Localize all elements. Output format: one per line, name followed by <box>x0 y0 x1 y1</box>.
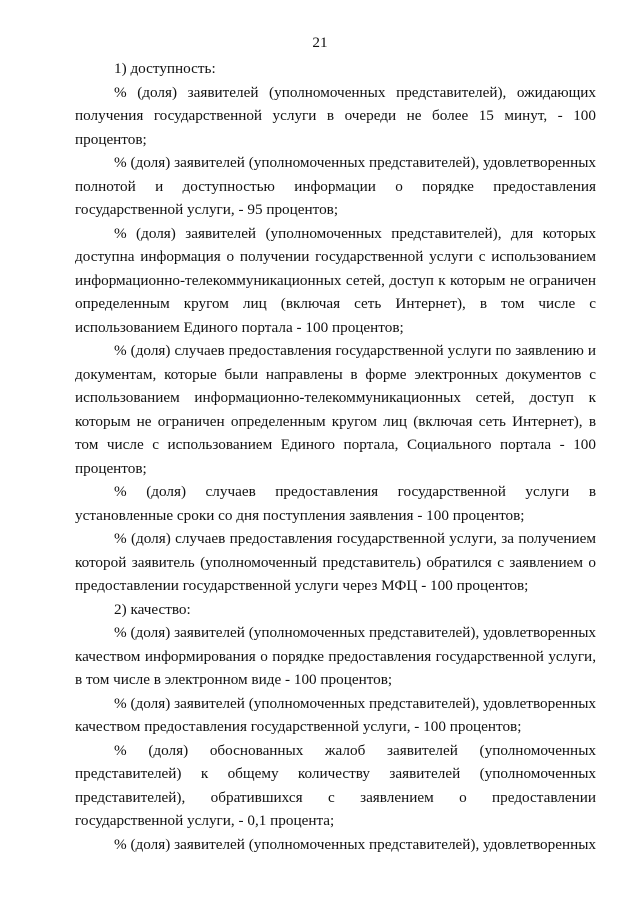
paragraph-line: % (доля) заявителей (уполномоченных представителей), удовлетворенных <box>114 835 596 853</box>
document-body <box>75 57 596 856</box>
paragraph <box>75 339 596 480</box>
paragraph <box>75 480 596 527</box>
paragraph-line: процентов; <box>75 130 147 148</box>
paragraph-line: использованием Единого портала - 100 процентов; <box>75 318 404 336</box>
paragraph <box>75 151 596 222</box>
paragraph-line: % (доля) обоснованных жалоб заявителей (уполномоченных <box>114 741 596 759</box>
paragraph-line: использованием информационно-телекоммуникационных сетей, доступ к <box>75 389 596 406</box>
paragraph-line: % (доля) заявителей (уполномоченных представителей), ожидающих <box>114 83 596 101</box>
paragraph-line: представителей) к общему количеству заявителей (уполномоченных <box>75 765 596 782</box>
paragraph-line: установленные сроки со дня поступления заявления - 100 процентов; <box>75 506 525 524</box>
paragraph-line: процентов; <box>75 459 147 477</box>
paragraph-line: которой заявитель (уполномоченный представитель) обратился с заявлением о <box>75 553 596 571</box>
paragraph-line: % (доля) случаев предоставления государственной услуги, за получением <box>114 530 596 547</box>
paragraph-line: качеством информирования о порядке предоставления государственной услуги, <box>75 647 596 665</box>
paragraph <box>75 527 596 598</box>
paragraph-line: 2) качество: <box>114 600 191 618</box>
paragraph-line: доступна информация о получении государственной услуги с использованием <box>75 248 596 265</box>
paragraph-line: предоставлении государственной услуги через МФЦ - 100 процентов; <box>75 577 529 594</box>
paragraph-line: % (доля) заявителей (уполномоченных представителей), удовлетворенных <box>114 624 596 641</box>
page-number: 21 <box>312 34 328 51</box>
paragraph-line: % (доля) заявителей (уполномоченных представителей), для которых <box>114 224 596 242</box>
paragraph-line: % (доля) заявителей (уполномоченных представителей), удовлетворенных <box>114 694 596 712</box>
paragraph-line: государственной услуги, - 95 процентов; <box>75 201 339 218</box>
paragraph-line: % (доля) заявителей (уполномоченных представителей), удовлетворенных <box>114 154 596 171</box>
paragraph-line: представителей), обратившихся с заявлением о предоставлении <box>75 788 596 806</box>
paragraph <box>75 57 596 81</box>
paragraph-line: которым не ограничен определенным кругом лиц (включая сеть Интернет), в <box>75 412 596 430</box>
paragraph-line: в том числе в электронном виде - 100 процентов; <box>75 671 393 688</box>
paragraph <box>75 81 596 152</box>
paragraph-line: полнотой и доступностью информации о порядке предоставления <box>75 177 596 195</box>
paragraph <box>75 222 596 340</box>
paragraph <box>75 598 596 622</box>
paragraph <box>75 739 596 833</box>
paragraph-line: 1) доступность: <box>114 60 216 77</box>
paragraph <box>75 621 596 692</box>
paragraph-line: том числе с использованием Единого портала, Социального портала - 100 <box>75 436 596 453</box>
paragraph <box>75 833 596 857</box>
paragraph-line: % (доля) случаев предоставления государственной услуги в <box>114 483 596 500</box>
paragraph-line: % (доля) случаев предоставления государственной услуги по заявлению и <box>114 342 596 359</box>
paragraph-line: информационно-телекоммуникационных сетей, доступ к которым не ограничен <box>75 271 596 289</box>
paragraph-line: определенным кругом лиц (включая сеть Интернет), в том числе с <box>75 295 596 312</box>
paragraph-line: документам, которые были направлены в форме электронных документов с <box>75 365 596 383</box>
paragraph-line: государственной услуги, - 0,1 процента; <box>75 812 335 829</box>
paragraph <box>75 692 596 739</box>
paragraph-line: качеством предоставления государственной услуги, - 100 процентов; <box>75 718 522 735</box>
paragraph-line: получения государственной услуги в очереди не более 15 минут, - 100 <box>75 107 596 124</box>
